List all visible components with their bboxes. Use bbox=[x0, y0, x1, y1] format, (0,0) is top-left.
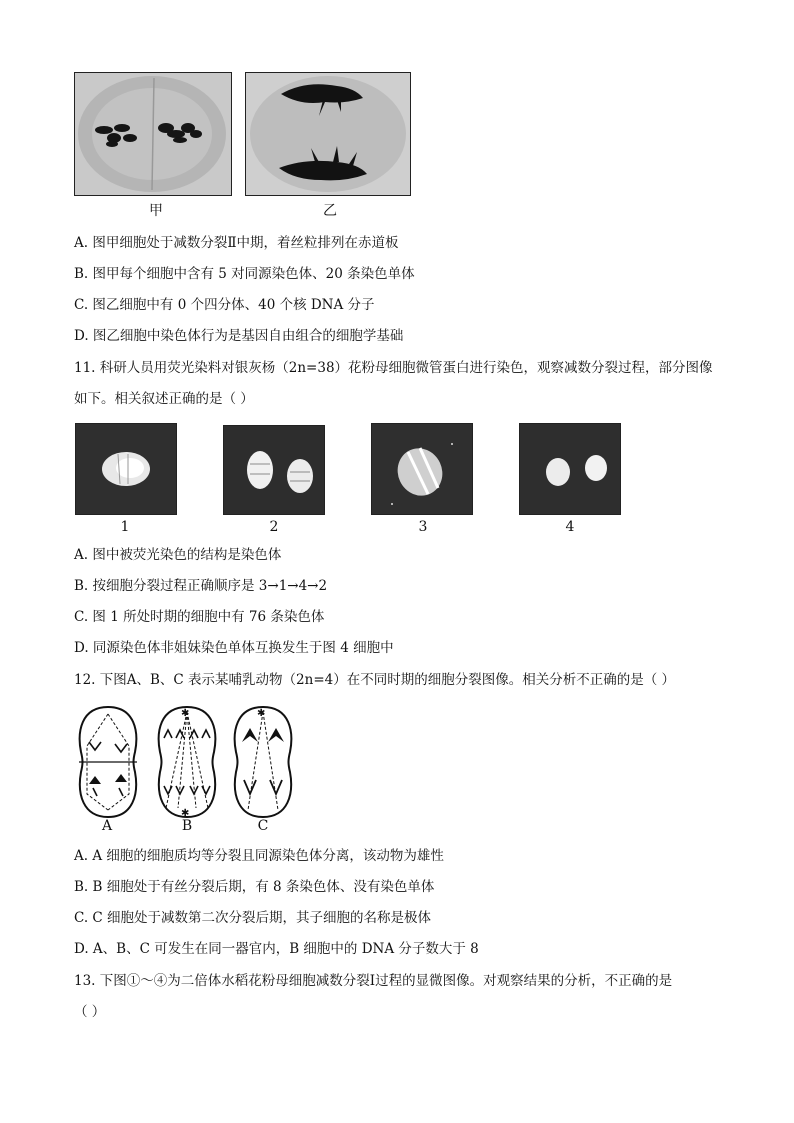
q12-option-b: B. B 细胞处于有丝分裂后期，有 8 条染色体、没有染色单体 bbox=[74, 879, 435, 895]
fluorescence-image-2 bbox=[223, 425, 325, 515]
q12-stem: 12. 下图A、B、C 表示某哺乳动物（2n=4）在不同时期的细胞分裂图像。相关分析不正确的是（ ） bbox=[74, 672, 676, 688]
micrograph-yi bbox=[245, 72, 411, 196]
q11-option-b: B. 按细胞分裂过程正确顺序是 3→1→4→2 bbox=[74, 578, 328, 594]
q12-option-a: A. A 细胞的细胞质均等分裂且同源染色体分离，该动物为雄性 bbox=[74, 848, 444, 864]
fluorescence-label-1: 1 bbox=[120, 519, 130, 535]
q10-option-c: C. 图乙细胞中有 0 个四分体、40 个核 DNA 分子 bbox=[74, 297, 375, 313]
q11-option-d: D. 同源染色体非姐妹染色单体互换发生于图 4 细胞中 bbox=[74, 640, 394, 656]
q11-option-a: A. 图中被荧光染色的结构是染色体 bbox=[74, 547, 282, 563]
fluorescence-label-4: 4 bbox=[565, 519, 575, 535]
q13-stem-line1: 13. 下图①～④为二倍体水稻花粉母细胞减数分裂Ⅰ过程的显微图像。对观察结果的分析，不正确的是 bbox=[74, 973, 673, 989]
fluorescence-image-3 bbox=[371, 423, 473, 515]
q11-stem-line2: 如下。相关叙述正确的是（ ） bbox=[74, 391, 254, 407]
cell-label-a: A bbox=[101, 818, 113, 834]
q10-option-a: A. 图甲细胞处于减数分裂Ⅱ中期，着丝粒排列在赤道板 bbox=[74, 235, 399, 251]
q10-option-d: D. 图乙细胞中染色体行为是基因自由组合的细胞学基础 bbox=[74, 328, 404, 344]
q12-option-d: D. A、B、C 可发生在同一器官内，B 细胞中的 DNA 分子数大于 8 bbox=[74, 941, 479, 957]
figure-label-jia: 甲 bbox=[149, 203, 163, 219]
cell-diagram-b bbox=[154, 704, 220, 820]
svg-text:✱: ✱ bbox=[181, 708, 190, 719]
q12-option-c: C. C 细胞处于减数第二次分裂后期，其子细胞的名称是极体 bbox=[74, 910, 432, 926]
fluorescence-image-1 bbox=[75, 423, 177, 515]
svg-text:✱: ✱ bbox=[181, 808, 190, 819]
fluorescence-image-4 bbox=[519, 423, 621, 515]
micrograph-jia bbox=[74, 72, 232, 196]
fluorescence-label-3: 3 bbox=[418, 519, 428, 535]
q11-stem-line1: 11. 科研人员用荧光染料对银灰杨（2n=38）花粉母细胞微管蛋白进行染色，观察减数分裂过程，部分图像 bbox=[74, 360, 713, 376]
cell-diagram-c bbox=[230, 704, 296, 820]
svg-text:✱: ✱ bbox=[257, 708, 266, 719]
q13-stem-line2: （ ） bbox=[74, 1004, 106, 1020]
figure-label-yi: 乙 bbox=[323, 203, 337, 219]
cell-label-b: B bbox=[181, 818, 193, 834]
q11-option-c: C. 图 1 所处时期的细胞中有 76 条染色体 bbox=[74, 609, 325, 625]
cell-diagram-a bbox=[75, 704, 141, 820]
fluorescence-label-2: 2 bbox=[269, 519, 279, 535]
q10-option-b: B. 图甲每个细胞中含有 5 对同源染色体、20 条染色单体 bbox=[74, 266, 415, 282]
cell-label-c: C bbox=[257, 818, 269, 834]
